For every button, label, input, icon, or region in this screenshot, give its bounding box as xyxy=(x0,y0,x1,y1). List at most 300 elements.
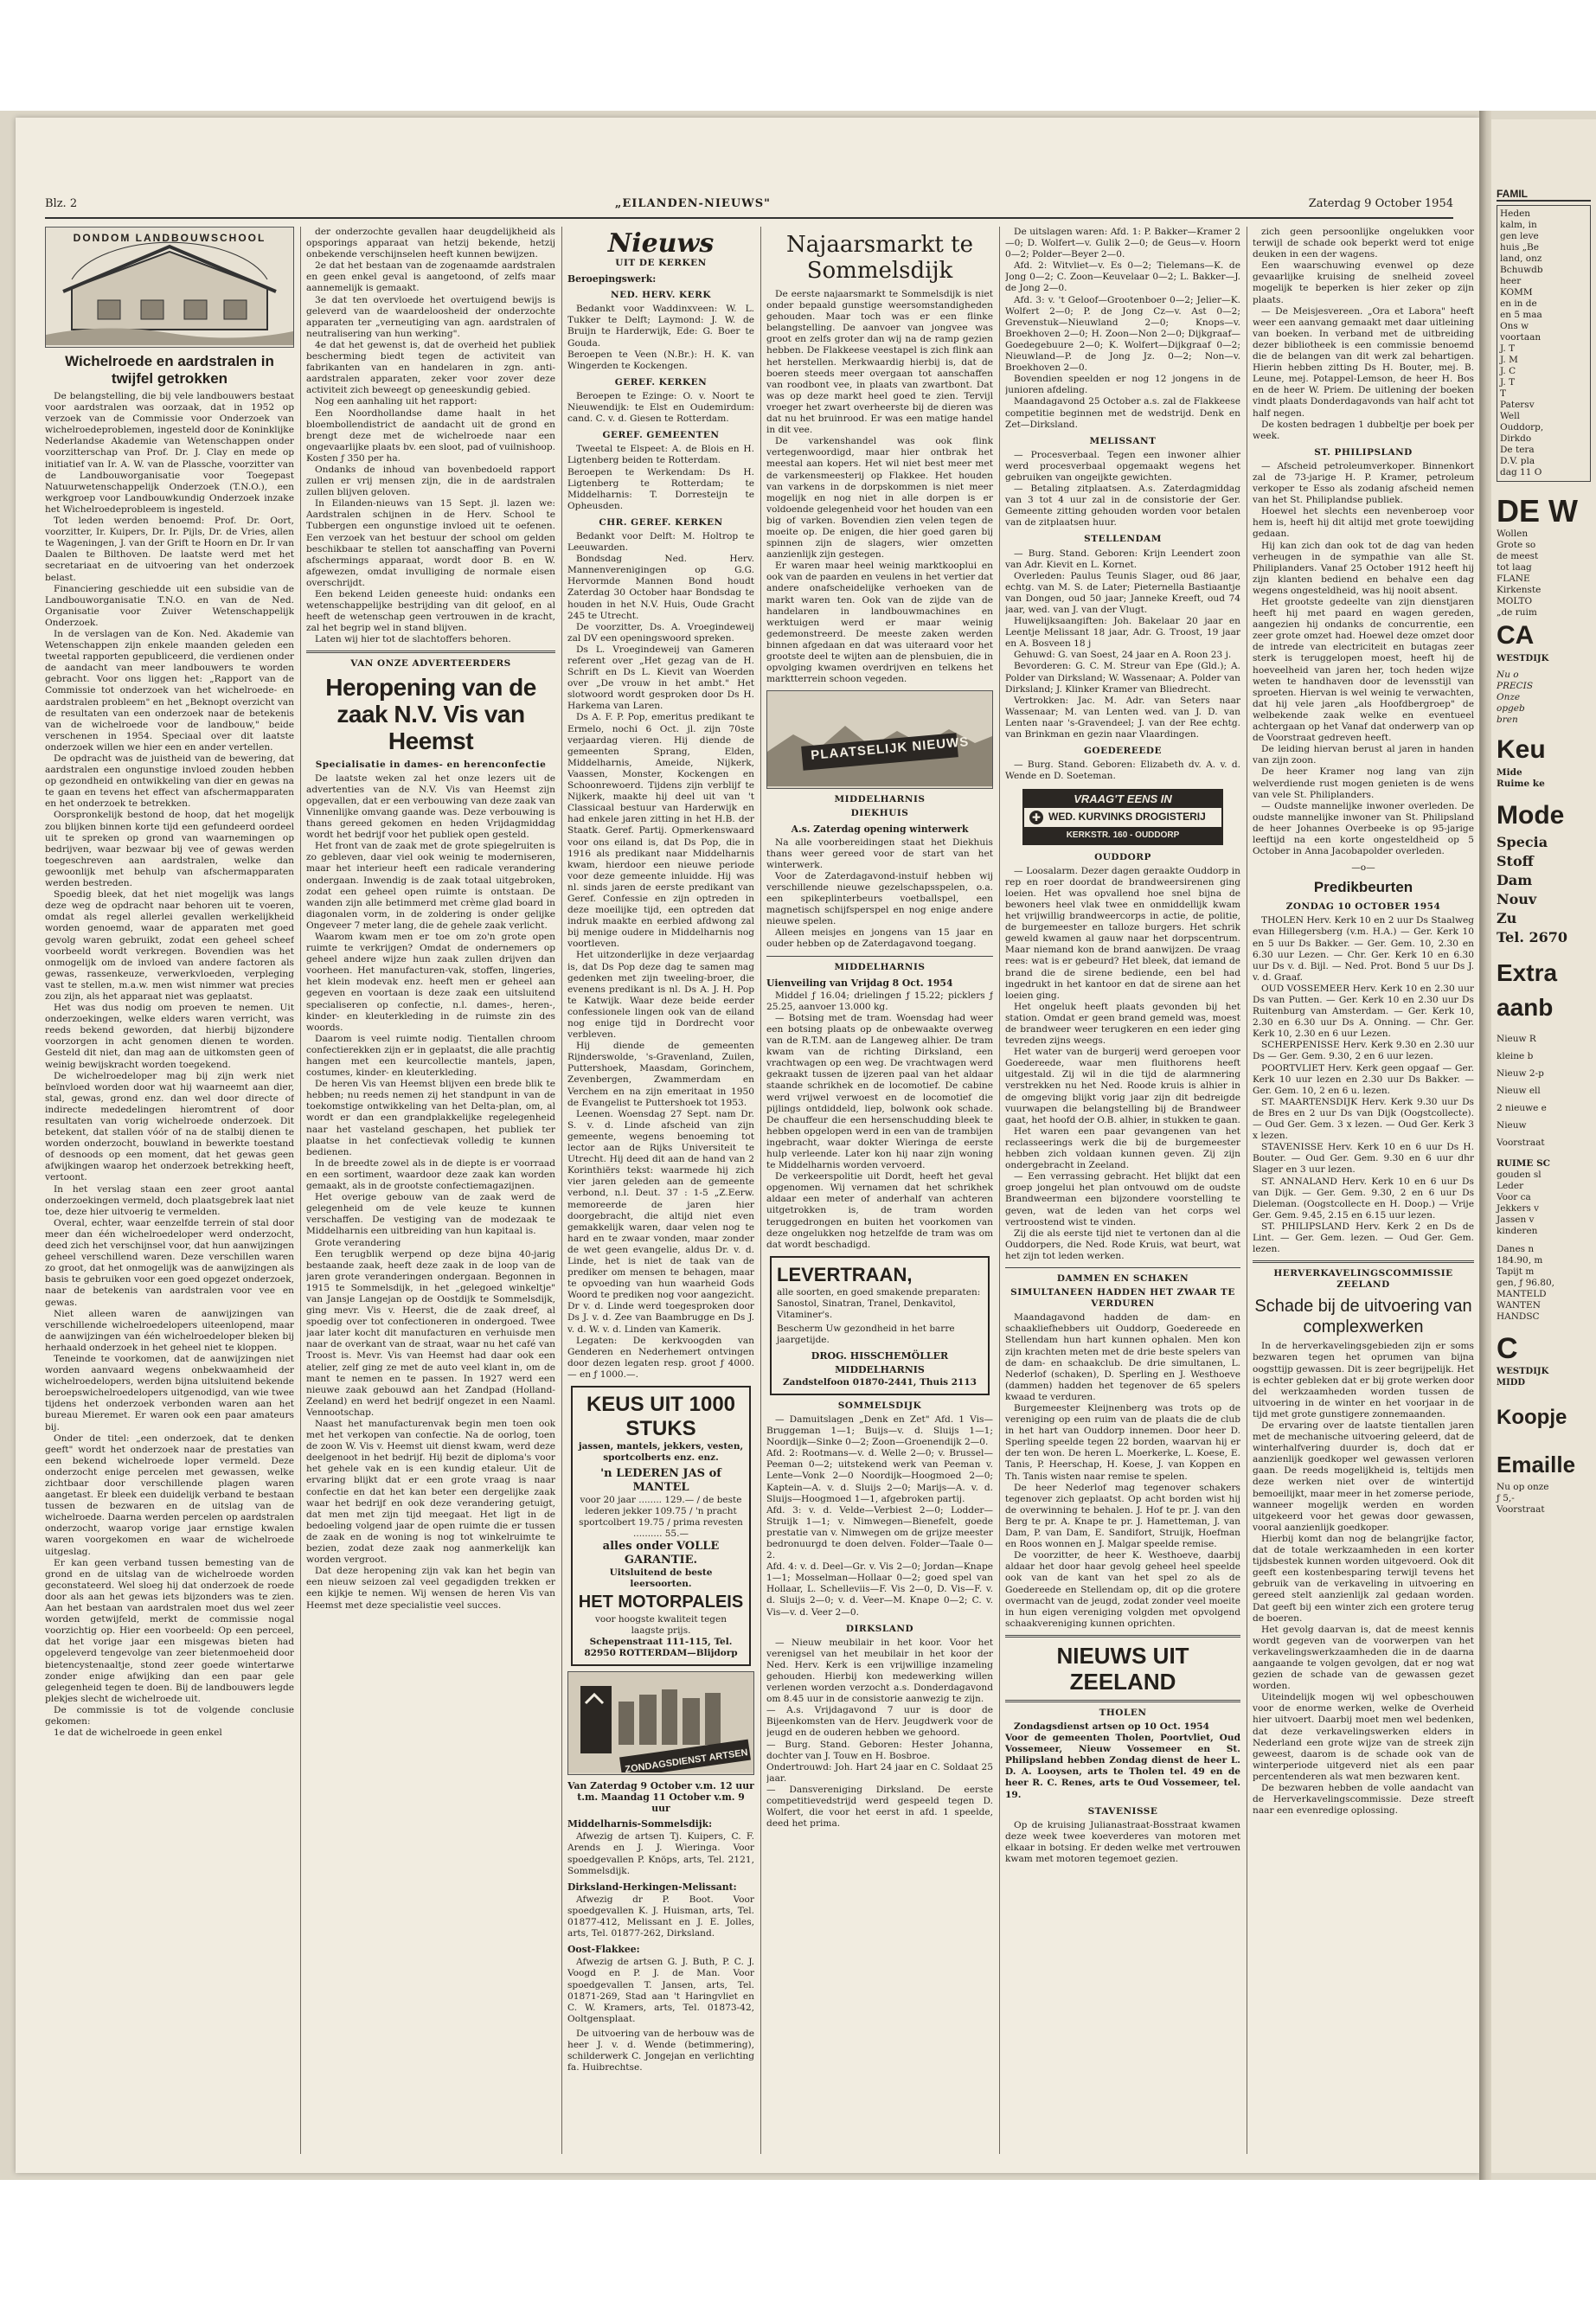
fragment-text: 184.90, m xyxy=(1497,1255,1543,1266)
fragment-text: Zu xyxy=(1497,910,1517,926)
paragraph: Bovendien speelden er nog 12 jongens in de junioren afdeling. xyxy=(1005,374,1240,396)
fragment-text: Wollen xyxy=(1497,529,1529,539)
ad-levertraan-title: LEVERTRAAN, xyxy=(777,1263,913,1285)
paragraph: In het verslag staan een zeer groot aantal onderzoekingen vermeld, doch plaatsgebrek laat niet toe, deze hier uitvoerig te vermelden. xyxy=(45,1183,294,1217)
fragment-text: gen leve xyxy=(1500,231,1539,241)
fragment-text: land, onz xyxy=(1500,253,1542,264)
paragraph: Vertrokken: Jac. M. Adr. van Seters naar Wassenaar; M. van Lenten wed. van J. D. van Lenten naar 's-Gravendeel; J. van der Ree echtg. van Brinkman en gezin naar Vlaardingen. xyxy=(1005,695,1240,740)
fragment-text: kinderen xyxy=(1497,1226,1538,1236)
town-heading-goedereede: GOEDEREEDE xyxy=(1083,746,1163,757)
fragment-text: huis „Be xyxy=(1500,242,1539,253)
landbouwschool-logo xyxy=(45,227,294,348)
uienveiling-text: Middel ƒ 16.04; drielingen ƒ 15.22; picklers ƒ 25.25, aanvoer 13.000 kg. xyxy=(766,990,993,1012)
ad-drogisterij-line2 xyxy=(1024,808,1221,827)
paragraph: De voorzitter, de heer K. Westhoeve, daarbij aldaar het door haar gevolg geheel heel speelde ook van de kant van het spel zo als de Goedereede en Stellendam op, dit op die grotere overmacht van de jeugd, zodat zonder veel moeite in hun eigen vereniging volgden met opvolgend schaakvereniging kunnen oprichten. xyxy=(1005,1550,1240,1629)
fragment-text: Voorstraat xyxy=(1497,1138,1545,1148)
article-title-wichelroede: Wichelroede en aardstralen in twijfel getrokken xyxy=(65,353,274,387)
article-body-schade xyxy=(1253,1341,1474,1817)
town-heading-middelharnis: MIDDELHARNIS xyxy=(834,794,926,805)
dirksland-news: — Nieuw meubilair in het koor. Voor het verenigsel van het meubilair in het koor der Ned. Herv. Kerk is een vrijwillige inzameling gehouden. Hierbij kon medewerking willen verlenen worden verzocht a.s. Donderdagavond om 8.45 uur in de consistorie aanwezig te zijn. — A.s. Vrijdagavond 7 uur is door de Bijeenkomsten van de Herv. Jeugdwerk voor de jeugd en de ouderen hebben we gehoord. — Burg. Stand. Geboren: Hester Johanna, dochter van J. Touw en H. Bosbroe. Ondertrouwd: Joh. Hart 24 jaar en C. Soldaat 25 jaar. — Dansvereniging Dirksland. De eerste competitievedstrijd werd gespeeld tegen D. Wolfert, die voor het eerst in afd. 1 speelde, deed het prima. xyxy=(766,1637,993,1830)
paragraph: Een waarschuwing evenwel op deze gevaarlijke kruising de snelheid zoveel mogelijk te beperken is hier zeker op zijn plaats. xyxy=(1253,260,1474,305)
next-page-mode: Mode xyxy=(1497,801,1565,830)
fragment-text: en 5 maa xyxy=(1500,310,1542,320)
church-section-heading: GEREF. KERKEN xyxy=(614,376,708,388)
sommelsdijk-damuitslagen: — Damuitslagen „Denk en Zet" Afd. 1 Vis—Bruggeman 1—1; Buijs—v. d. Sluijs 1—1; Noordijk—Sinke 0—2; Zoon—Groenendijk 2—0. Afd. 2: Rootmans—v. d. Welle 2—0; v. Brussel—Peeman 0—2; uitstekend werk van Peeman v. Lente—Vonk 2—0 Noordijk—Hoogmoed 2—0; Kaptein—A. v. d. Sluijs 2—0; Marijs—A. v. d. Sluijs—Hoogmoed 1—1, afgebroken partij. Afd. 3: v. d. Velde—Verbiest 2—0; Lodder—Struijk 1—1; v. Nimwegen—Bienefelt, goede prestatie van v. Nimwegen om de grijze meester bedronuurgd te doen delven. Folder—Taale 0—2. Afd. 4: v. d. Deel—Gr. v. Vis 2—0; Jordan—Knape 1—1; Mosselman—Hollaar 0—2; goed spel van Hollaar, L. Schelleviis—F. Vis 2—0, D. Vis—F. v. d. Sluijs 2—0; v. d. Veer—M. Knape 0—2; C. v. Vis—v. d. Veer 2—0. xyxy=(766,1413,993,1618)
plaatselijk-nieuws-banner xyxy=(766,690,993,789)
predikbeurten-list xyxy=(1253,915,1474,1255)
article-title-najaarsmarkt: Najaarsmarkt te Sommelsdijk xyxy=(786,232,973,284)
next-page-fragments xyxy=(1497,1170,1591,1237)
article-body-heropening-continued xyxy=(306,1249,555,1612)
ad-keus-line: voor hoogste kwaliteit tegen laagste prijs. xyxy=(594,1614,727,1636)
zondagsdienst-region-heading: Middelharnis-Sommelsdijk: xyxy=(567,1818,713,1830)
fragment-text: opgeb xyxy=(1497,703,1525,714)
paragraph: — Loosalarm. Dezer dagen geraakte Ouddorp in rep en roer doordat de brandweersirenen ging loeien. Het was opvallend hoe snel bijna de bewoners heel vlak twee en onmiddellijk kwam het vrijwillig brandweercorps in actie, de politie, de burgemeester en talloze burgers. Het schrik geweld kwamen al gauw naar het dorpscentrum. Maar niemand kon de brand aanwijzen. De vraag rees: wat is er gebeurd? Het bleek, dat iemand de brand die de sirene bediende, een bel had ingedrukt in het kantoor en dat de sirene aan het loeien ging. xyxy=(1005,865,1240,1001)
fragment-text: Ouddorp, xyxy=(1500,422,1544,433)
herverkaveling-heading: HERVERKAVELINGSCOMMISSIE ZEELAND xyxy=(1273,1268,1453,1291)
fragment-text: Leder xyxy=(1497,1181,1524,1191)
article-body-heropening xyxy=(306,773,555,1249)
fragment-text: Jassen v xyxy=(1497,1215,1535,1225)
fragment-text: J. T xyxy=(1500,377,1516,388)
zondagsdienst-region-text: Afwezig dr P. Boot. Voor spoedgevallen K. J. Huisman, arts, Tel. 01877-412, Melissant en J. E. Jolles, arts, Tel. 01877-262, Dirksland. xyxy=(567,1894,754,1939)
church-section-heading: NED. HERV. KERK xyxy=(610,290,712,301)
paragraph: Voor de Zaterdagavond-instuif hebben wij verschillende nieuwe gezelschapsspelen, o.a. een spikeplinterbeurs voetballspel, een magnetisch schijfsperspel en nog enige andere nieuwe spelen. xyxy=(766,870,993,927)
page-number: Blz. 2 xyxy=(45,197,78,210)
paragraph: — Een verrassing gebracht. Het blijkt dat een groep jongelui het plan ontvouwd om de oudste Brandweerman een bijzondere voorstelling te geven, wat de leden van het corps wel vertroostend wist te vinden. xyxy=(1005,1171,1240,1227)
ad-keus-headline: KEUS UIT 1000 STUKS xyxy=(586,1393,736,1440)
church-section-heading: CHR. GEREF. KERKEN xyxy=(599,516,723,528)
predikbeurten-date: ZONDAG 10 OCTOBER 1954 xyxy=(1285,901,1441,913)
paragraph: De heer Nederlof mag tegenover schakers tegenover zich geplaatst. Op acht borden wist hij de overwinning te behalen. J. Hof te pr. J. van den Berg te pr. A. Knape te pr. J. Hametteman, J. van Dam, P. van Dam, E. Sandifort, Struijk, Hoefman en Roos wonnen en J. Malgar speelde remise. xyxy=(1005,1482,1240,1550)
paragraph: — Procesverbaal. Tegen een inwoner alhier werd procesverbaal opgemaakt wegens het gebruiken van ongeijkte gewichten. xyxy=(1005,449,1240,483)
diekhuis-subtitle: A.s. Zaterdag opening winterwerk xyxy=(791,824,969,836)
paragraph: Waarom kwam men er toe om zo'n grote open ruimte te verkrijgen? Omdat de ondernemers op geheel andere wijze hun zaak zullen drijven dan voorheen. Het manufacturen-vak, stoffen, lingeries, het klein modevak enz. heeft men er geheel aan gegeven en voortaan is deze zaak een uitsluitend specialiseren op confectie, n.l. dames-, heren-, kinder- en kleuterkleding in de ruimste zin des woords. xyxy=(306,931,555,1033)
section-title-zeeland: NIEUWS UIT ZEELAND xyxy=(1056,1642,1189,1695)
stavenisse-news: Op de kruising Julianastraat-Bosstraat kwamen deze week twee koeverderes van motoren met elkaar in botsing. Er deden welke met vertrouwen kwam met motoren tegemoet gezien. xyxy=(1005,1819,1240,1864)
paragraph: — Afscheid petroleumverkoper. Binnenkort zal de 73-jarige H. P. Kramer, petroleum verkoper te Esso als zodanig afscheid nemen van het St. Philiplandse publiek. xyxy=(1253,460,1474,506)
ad-keus-line: Uitsluitend de beste leersoorten. xyxy=(609,1567,713,1589)
fragment-text: J. C xyxy=(1500,366,1516,376)
next-page-fragments xyxy=(1497,670,1591,726)
paragraph: Tot leden werden benoemd: Prof. Dr. Oort, voorzitter, Ir. Kuipers, Dr. Ir. Pijls, Dr. de Vries, allen te Wageningen, J. van der Grift te Hoorn en Dr. Ir van Daalen te Bilthoven. De laatste werd met het secretariaat en de uitvoering van het onderzoek belast. xyxy=(45,516,294,583)
divider xyxy=(1253,1260,1474,1263)
predikbeurt-entry: POORTVLIET Herv. Kerk geen opgaaf — Ger. Kerk 10 uur lezen en 2.30 uur Ds Bakker. — Ger. Gem. 10, 2 en 6 u. lezen. xyxy=(1253,1062,1474,1096)
adjacent-page-strip xyxy=(1491,119,1596,2173)
paragraph: — Oudste mannelijke inwoner overleden. De oudste mannelijke inwoner van St. Philipsland de heer Johannes Overbeeke is op 95-jarige leeftijd na een korte ongesteldheid op 5 October in Anna Jacobapolder overleden. xyxy=(1253,800,1474,857)
town-heading-sommelsdijk: SOMMELSDIJK xyxy=(837,1400,922,1411)
predikbeurt-entry: OUD VOSSEMEER Herv. Kerk 10 en 2.30 uur Ds van Putten. — Ger. Kerk 10 en 2.30 uur Ds Ruitenburg van Amsterdam. — Ger. Kerk 10, 2.30 en 6.30 uur Ds A. Onning. — Chr. Ger. Kerk 10, 2.30 en 6 uur Lezen. xyxy=(1253,983,1474,1040)
paragraph: De commissie is tot de volgende conclusie gekomen: xyxy=(45,1704,294,1727)
paragraph: Hoewel het slechts een nevenberoep voor hem is, heeft hij dit altijd met grote toewijding gedaan. xyxy=(1253,506,1474,540)
next-page-keu: Keu xyxy=(1497,735,1546,764)
paragraph: — De Meisjesvereen. „Ora et Labora" heeft weer een aanvang gemaakt met daar uitleining van boeken. In verband met de uitbreiding dezer bibliotheek is een commissie benoemd die de belangen van dit werk zal behartigen. Hierin hebben zitting Ds H. Bouter, mej. B. Leune, mej. Potappel-Lemson, de heer H. Bos en de heer W. Priem. De uitlening der boeken vindt plaats Donderdagavonds van half acht tot half negen. xyxy=(1253,305,1474,419)
ad-motorpaleis xyxy=(571,1386,751,1666)
fragment-text: J. T xyxy=(1500,343,1516,354)
paper-name: „EILANDEN-NIEUWS" xyxy=(614,197,771,210)
church-section-text: Beroepen te Ezinge: O. v. Noort te Nieuwendijk: te Elst en Oudemirdum: cand. C. v. d. Giesen te Rotterdam. xyxy=(567,390,754,425)
paragraph: Het uitzonderlijke in deze verjaardag is, dat Ds Pop deze dag te samen mag gedenken met zijn tweeling-broer, die evenens predikant is nl. Ds A. J. H. Pop te Katwijk. Waar deze beide eerder confessionele lingen ook van de eiland nog enige tijd in Dordrecht voor verbleven. xyxy=(567,950,754,1041)
fragment-text: Voor ca xyxy=(1497,1192,1531,1202)
next-page-fragments xyxy=(1497,1244,1591,1323)
paragraph: Ondanks de inhoud van bovenbedoeld rapport zullen er vrij mensen zijn, die in de aardstralen zullen blijven geloven. xyxy=(306,464,555,498)
fragment-text: Grote so xyxy=(1497,540,1536,550)
fragment-text: WANTEN xyxy=(1497,1300,1541,1311)
ad-levertraan-store: DROG. HISSCHEMÖLLER MIDDELHARNIS xyxy=(811,1349,949,1375)
next-page-fragments xyxy=(1497,1482,1591,1516)
ad-keus-prices: voor 20 jaar ........ 129.— / de beste lederen jekker 109.75 / 'n pracht sportcolbert 19.75 / prima revesten .......... 55.— xyxy=(579,1495,743,1539)
fragment-text: MOLTO xyxy=(1497,596,1533,606)
paragraph: Een Noordhollandse dame haalt in het bloembollendistrict de aandacht uit de grond en brengt deze met de wichelroede naar een ongevaarlijke plaats bv. een sloot, pad of vuilnishoop. Kosten ƒ 350 per ha. xyxy=(306,407,555,464)
fragment-text: FLANE xyxy=(1497,574,1530,584)
article-title-schade: Schade bij de uitvoering van complexwerken xyxy=(1254,1297,1472,1337)
zondagsdienst-ad-text: ZONDAGSDIENST ARTSEN xyxy=(624,1747,749,1775)
ad-drogisterij-line1: VRAAG'T EENS IN xyxy=(1024,791,1221,807)
paragraph: Daarom is veel ruimte nodig. Tientallen chroom confectierekken zijn er in geplaatst, die alle prachtig hangen met een keurcollectie mantels, japen, costumes, kinder- en kleuterkleding. xyxy=(306,1033,555,1079)
fragment-text: Danes n xyxy=(1497,1244,1535,1254)
column-divider xyxy=(561,227,562,2154)
ad-keus-line: jassen, mantels, jekkers, vesten, sportcolberts enz. enz. xyxy=(578,1441,744,1463)
divider xyxy=(306,651,555,653)
article-subtitle-heropening: Specialisatie in dames- en herenconfectie xyxy=(315,759,547,770)
fragment-text: Kirkenste xyxy=(1497,585,1542,595)
ad-drogisterij-name: WED. KURVINKS DROGISTERIJ xyxy=(1048,810,1206,823)
section-label-adverteerders: VAN ONZE ADVERTEERDERS xyxy=(350,658,511,670)
paragraph: De kosten bedragen 1 dubbeltje per boek per week. xyxy=(1253,419,1474,441)
fragment-text: HANDSC xyxy=(1497,1311,1540,1322)
paragraph: Leenen. Woensdag 27 Sept. nam Dr. S. v. d. Linde afscheid van zijn gemeente, wegens benoeming tot lector aan de Rijks Universiteit te Utrecht. Hij deed dit aan de hand van 2 Korinthiërs tekst: waarmede hij zich vier jaren geleden aan de gemeente verbond, n.l. Deut. 37 : 1-5 „Z.Eerw. memoreerde de jaren hier doorgebracht, die altijd niet even gemakkelijk waren, daar velen nog te hard en te zwaar vonden, maar zonder de wet geen evangelie, aldus Dr. v. d. Linde, het is niet de taak van de prediker om mensen te behagen, maar te opvoeding van hun waarheid Gods Woord te prediken nog voor aangezicht. Dr v. d. Linde werd toegesproken door Ds J. v. d. Zee van Baambrugge en Ds J. v. d. W. v. d. Linden van Kamerik. xyxy=(567,1108,754,1335)
next-page-westdijk: WESTDIJK xyxy=(1497,654,1549,663)
paragraph: Alleen meisjes en jongens van 15 jaar en ouder hebben op de Zaterdagavond toegang. xyxy=(766,927,993,950)
paragraph: Spoedig bleek, dat het niet mogelijk was langs deze weg de opdracht naar behoren uit te voeren, omdat als regel allerlei gevallen werkelijkheid worden genoemd, waar de apparaten met goed gevolg waren gebruikt, zodat een geheel scheef voorbeeld wordt verkregen. Bovendien was het onmogelijk om de invloed van andere factoren als gewas, rassenkeuze, verwerkvloeden, verpleging vast te stellen, m.a.w. men wist nimmer wat precies zou zijn, als het apparaat niet was geplaatst. xyxy=(45,889,294,1002)
paragraph: der onderzochte gevallen haar deugdelijkheid als opsporings apparaat van hetzij bekende, hetzij onbekende verschijnselen heeft kunnen bewijzen. xyxy=(306,227,555,260)
fragment-text: MANTELD xyxy=(1497,1289,1547,1299)
fragment-text: J. M xyxy=(1500,355,1518,365)
paragraph: De ervaring over de laatste tientallen jaren met de mechanische uitvoering geleerd, dat de winterhalfvering duurder is, doch dat er aanzienlijk goedkoper wel gewassen verloren gaan. De reeds mogelijkheid is, teltijds men deze werken niet over de wintertijd bemoeilijkt, maar meer in het zomerse periode, wanneer mogelijk werden en worden uitgekeerd voor het gewas door gewassen, vooral aanzienlijk goedkoper. xyxy=(1253,1420,1474,1533)
fragment-text: voortaan xyxy=(1500,332,1542,343)
fragment-text: Nieuw 2-p xyxy=(1497,1068,1544,1079)
fragment-text: Dam xyxy=(1497,872,1533,888)
fragment-text: Onze xyxy=(1497,692,1521,702)
paragraph: Hij diende de gemeenten Rijnderswolde, 's-Gravenland, Zuilen, Puttershoek, Maasdam, Gorinchem, Zevenbergen, Zwammerdam en Verchem en na zijn emeritaat in 1950 de Evangelist te Puttershoek tot 1953. xyxy=(567,1041,754,1108)
predikbeurt-entry: ST. ANNALAND Herv. Kerk 10 en 6 uur Ds van Dijk. — Ger. Gem. 9.30, 2 en 6 uur Ds Dieleman. (Oogstcollecte en H. Doop.) — Vrije Ger. Gem. 9.45, 2.15 en 6.15 uur lezen. xyxy=(1253,1176,1474,1221)
ad-levertraan xyxy=(770,1256,990,1395)
paragraph: Er waren maar heel weinig marktkooplui en ook van de paarden en veulens in het vertier dat andere onafscheidelijke verhoeken van de markt waren ten. Ook van de zijde van de handelaren in landbouwmachines en werktuigen werd er maar weinig gedemonstreerd. De meeste zaken werden binnen afgedaan en dat was uiteraard voor het grootste deel te wijten aan de plensbuien, die in opvolging kwamen overdrijven en telkens het marktterrein schoon vegeden. xyxy=(766,561,993,685)
paragraph: — Betaling zitplaatsen. A.s. Zaterdagmiddag van 3 tot 4 uur zal in de consistorie der Ger. Gemeente zitting gehouden worden voor betalen van de zitplaatsen huur. xyxy=(1005,484,1240,529)
ornament-divider: —o— xyxy=(1351,862,1375,874)
ad-drogisterij-line3: KERKSTR. 160 - OUDDORP xyxy=(1024,827,1221,843)
running-header xyxy=(45,197,1453,219)
zondagsdienst-region-heading: Oost-Flakkee: xyxy=(567,1944,640,1956)
column-divider xyxy=(760,227,761,2154)
column-divider xyxy=(300,227,301,2154)
next-page-c: C xyxy=(1497,1332,1518,1365)
town-heading-stavenisse: STAVENISSE xyxy=(1087,1805,1158,1817)
article-title-heropening: Heropening van de zaak N.V. Vis van Heemst xyxy=(325,673,536,754)
fragment-text: bren xyxy=(1497,715,1518,725)
ad-keus-line: alles onder VOLLE GARANTIE. xyxy=(602,1540,720,1567)
paragraph: Grote verandering xyxy=(315,1237,401,1248)
paragraph: — Botsing met de tram. Woensdag had weer een botsing plaats op de onbewaakte overweg van de R.T.M. aan de Langeweg alhier. De tram kwam van de richting Dirksland, een vrachtwagen op een weg. De vrachtwagen werd gekraakt tussen de ijzeren paal van het aldaar staande schrikhek en de locomotief. De cabine werd vrijwel verwoest en de locomotief die pijlings ontdiddeld, liep, bolwonk ook schade. De chauffeur die een hersenschudding bleek te hebben opgelopen werd in een van de trambijen ingebracht, waar dokter Wieringa de eerste hulp verleende. Later kon hij naar zijn woning te Middelharnis worden vervoerd. xyxy=(766,1012,993,1171)
fragment-text: gouden sl xyxy=(1497,1170,1542,1180)
stavenisse-news-continued xyxy=(1253,227,1474,442)
paragraph: Hij kan zich dan ook tot de dag van heden verheugen in de sympathie van alle St. Philiplanders. Vanaf 25 October 1912 heeft hij zijn klanten bediend en behalve een dag wegens ongesteldheid, was hij nooit absent. xyxy=(1253,540,1474,596)
melissant-news xyxy=(1005,450,1240,529)
fragment-text: „de ruim xyxy=(1497,607,1537,618)
paragraph: Maandagavond hadden de dam- en schaakliefhebbers uit Ouddorp, Goedereede en Stellendam hun hart kunnen ophalen. Men kon zijn krachten meten met de drie beste spelers van de dam- en schaakclub. De drie simultanen, L. Nederlof (schaken), D. Sperling en J. Westhoeve (dammen) hadden het tegenover de 65 spelers kwaad te verduren. xyxy=(1005,1312,1240,1402)
paragraph: In de breedte zowel als in de diepte is er voorraad en een sortiment, waardoor deze zaak kan worden gemaakt, als in de grootste confectiemagazijnen. xyxy=(306,1157,555,1192)
fragment-text: Specia xyxy=(1497,834,1548,850)
fragment-text: kalm, in xyxy=(1500,220,1537,230)
ad-keus-line: 'n LEDEREN JAS of MANTEL xyxy=(600,1467,721,1494)
article-closing-wichelroede xyxy=(45,1558,294,1740)
column-2 xyxy=(306,227,555,2154)
ad-keus-address: Schepenstraat 111-115, Tel. 82950 ROTTERDAM—Blijdorp xyxy=(584,1637,738,1658)
predikbeurten-title: Predikbeurten xyxy=(1313,879,1413,896)
divider xyxy=(766,956,993,957)
paragraph: Bevorderen: G. C. M. Streur van Epe (Gld.); A. Polder van Dirksland; W. Wassenaar; A. Polder van Dirksland; J. Klinker Kramer van Bliedrecht. xyxy=(1005,661,1240,695)
paragraph: Naast het manufacturenvak begin men toen ook met het verkopen van confectie. Na de oorlog, toen de zoon W. Vis v. Heemst uit dienst kwam, werd deze deelgenoot in het bedrijf. Hij bezit de diploma's voor het gehele vak en is een kundig etaleur. Uit de ervaring blijkt dat er een grote vraag is naar confectie en dat het kan beter een dergelijke zaak waar het bedrijf en ook deze verandering getuigt, dat men met zijn tijd meegaat. Het ligt in de bedoeling volgend jaar de open ruimte die er tussen de zaak en de woning is nog tot winkelruimte te bezien, zodat deze zaak nog aanmerkelijk kan worden vergroot. xyxy=(306,1419,555,1566)
paragraph: De voorzitter, Ds. A. Vroegindeweij zal DV een openingswoord spreken. xyxy=(567,621,754,644)
paragraph: De verkeerspolitie uit Dordt, heeft het geval opgenomen. Wij vernamen dat het schrikhek aldaar een meter of anderhalf van achteren uitgetrokken is, de tram worden teruggedrongen en buiten het voorkomen van deze ongelukken nog hetzelfde de tram was om dat wordt beschadigd. xyxy=(766,1171,993,1250)
next-page-fragments xyxy=(1497,833,1591,947)
next-page-masthead: FAMIL xyxy=(1497,189,1591,202)
herbouw-note: De uitvoering van de herbouw was de heer J. v. d. Wende (betimmering), schilderwerk C. Jongejan en verlichting fa. Huibrechtse. xyxy=(567,2028,754,2073)
town-heading-melissant: MELISSANT xyxy=(1089,435,1157,446)
predikbeurt-entry: STAVENISSE Herv. Kerk 10 en 6 uur Ds H. Bouter. — Oud Ger. Gem. 9.30 en 6 uur dhr Slager en 3 uur lezen. xyxy=(1253,1142,1474,1176)
zondagsdienst-period: Van Zaterdag 9 October v.m. 12 uur t.m. Maandag 11 October v.m. 9 uur xyxy=(567,1780,754,1815)
fragment-text: Tapijt m xyxy=(1497,1266,1535,1277)
fragment-text: Ons w xyxy=(1500,321,1529,331)
divider xyxy=(1005,1635,1240,1638)
ad-levertraan-phone: Zandstelfoon 01870-2441, Thuis 2113 xyxy=(783,1376,977,1388)
diekhuis-body xyxy=(766,837,993,951)
kerken-body xyxy=(567,554,754,1381)
zondagsdienst-region-text: Afwezig de artsen G. J. Buth, P. C. J. Voogd en P. J. de Man. Voor spoedgevallen T. Jansen, arts, Tel. 01871-269, Stad aan 't Haringvliet en C. W. Kramers, arts, Tel. 01873-42, Ooltgensplaat. xyxy=(567,1957,754,2024)
paragraph: De leiding hiervan berust al jaren in handen van zijn zoon. xyxy=(1253,744,1474,766)
stellendam-news xyxy=(1005,548,1240,741)
st-philipsland-news xyxy=(1253,461,1474,857)
issue-date: Zaterdag 9 October 1954 xyxy=(1308,197,1453,210)
paragraph: Teneinde te voorkomen, dat de aanwijzingen niet worden aanvaard wegens onbekwaamheid der wichelroedelopers, werden bijna uitsluitend bekende beroepswichelroedelopers uitgenodigd, van wie twee tijdens het onderzoek verbonden waren aan het bureau Mieremet. Er waren ook een paar amateurs bij. xyxy=(45,1353,294,1433)
column-4 xyxy=(766,227,993,2154)
fragment-text: 2 nieuwe e xyxy=(1497,1103,1547,1113)
column-6 xyxy=(1253,227,1474,2154)
fragment-text: dag 11 O xyxy=(1500,467,1542,478)
paragraph: zich geen persoonlijke ongelukken voor terwijl de schade ook beperkt werd tot enige deuken in een der wagens. xyxy=(1253,227,1474,260)
fragment-text: De tera xyxy=(1500,445,1535,455)
paragraph: De laatste weken zal het onze lezers uit de advertenties van de N.V. Vis van Heemst zijn opgevallen, dat er een verbouwing van deze zaak van Vinnenlijke omvang gaande was. Deze verbouwing is thans gereed gekomen en heden Vrijdagmiddag wordt het bedrijf voor het publiek open gesteld. xyxy=(306,772,555,841)
paragraph: Zij die als eerste tijd niet te vertonen dan al die Ouddorpers, die Ned. Rode Kruis, wat beurt, wat het zijn tot leden werken. xyxy=(1005,1227,1240,1261)
next-page-fragments xyxy=(1497,767,1591,790)
paragraph: De heer Kramer nog lang van zijn welverdiende rust mogen genieten is de wens van vele St. Philiplanders. xyxy=(1253,766,1474,800)
paragraph: Nog een aanhaling uit het rapport: xyxy=(315,396,478,407)
paragraph: Het water van de burgerij werd geroepen voor Goedereede, waar men fluithorens heeft uitgestald. Zij wil in die tijd de alarmnering verstrekken nu het Ned. Roode kruis is alhier in de omgeving blijkt vorig jaar zijn dit bedreigde vuurwapen die belangstelling bij de Brandweer gaat, het hoofd der O.B. alhier, in stukken te gaan. xyxy=(1005,1047,1240,1125)
next-page-ruime: RUIME SC xyxy=(1497,1158,1551,1169)
plaatselijk-nieuws-caption: PLAATSELIJK NIEUWS xyxy=(810,734,970,764)
paragraph: Financiering geschiedde uit een subsidie van de Landbouworganisatie T.N.O. en van de Ned. Organisatie voor Zuiver Wetenschappelijk Onderzoek. xyxy=(45,583,294,628)
paragraph: Het gevolg daarvan is, dat de meest kennis wordt gegeven van de voorwerpen van het verkavelingswerkzaamheden die in de daarna aangaande te volgen gevolgen, dat er nog wat gezien de schade van de gewassen gezet worden. xyxy=(1253,1624,1474,1692)
paragraph: De opdracht was de juistheid van de bewering, dat aardstralen een ongunstige invloed zouden hebben op gezondheid en ontwikkeling van dier en gewas na te gaan en tevens het effect van afschermapparaten en het onderzoek te betrekken. xyxy=(45,753,294,810)
scanned-page-background xyxy=(0,111,1596,2180)
next-page-ca: CA xyxy=(1497,621,1535,650)
next-page-fragments xyxy=(1497,1030,1591,1151)
paragraph: Ds L. Vroegindeweij van Gameren referent over „Het gezag van de H. Schrift en Ds L. Kievit van Woerden over „De vrouw in het ambt." Het slotwoord wordt gesproken door Ds H. Harkema van Laren. xyxy=(567,644,754,712)
town-heading-ouddorp: OUDDORP xyxy=(1094,851,1151,862)
dammen-news xyxy=(1005,1312,1240,1630)
paragraph: Uiteindelijk mogen wij wel opbeschouwen voor de enorme werken, welke de Overheid hier uitvoert. Daarbij moet men wel bedenken, dat deze verkavelingswerken elders in Nederland een grote wijze van de streek zijn geweest, daarom is de schade ook van de winterperiode uitgeverd niet als een paar percentenderen als wat men bezwaren kent. xyxy=(1253,1692,1474,1782)
zondagsdienst-region-text: Afwezig de artsen Tj. Kuipers, C. F. Arends en J. J. Wieringa. Voor spoedgevallen P. Knöps, arts, Tel. 2121, Sommelsdijk. xyxy=(567,1831,754,1876)
predikbeurt-entry: ST. PHILIPSLAND Herv. Kerk 2 en Ds de Lint. — Ger. Gem. lezen. — Oud Ger. Gem. lezen. xyxy=(1253,1221,1474,1255)
church-section-text: Bedankt voor Delft: M. Holtrop te Leeuwarden. xyxy=(567,530,754,554)
paragraph: 2e dat het bestaan van de zogenaamde aardstralen en geen enkel geval is aangetoond, of zelfs maar aannemelijk is gemaakt. xyxy=(306,260,555,294)
town-heading-diekhuis: DIEKHUIS xyxy=(850,808,909,819)
fragment-text: Bchuwdb xyxy=(1500,265,1543,275)
paragraph: Afd. 2: Witvliet—v. Es 0—2; Tielemans—K. de Jong 0—2; C. Zoon—Keuvelaar 0—2; L. Bakker—J. de Jong 2—0. xyxy=(1005,260,1240,294)
fragment-text: Ruime ke xyxy=(1497,779,1545,789)
newspaper-page xyxy=(16,118,1479,2173)
paragraph: Legaten: De kerkvoogden van Genderen en Nederhemert ontvingen door dezen legaten resp. groot ƒ 4000.— en ƒ 1000.—. xyxy=(567,1335,754,1380)
fragment-text: Nieuw R xyxy=(1497,1034,1536,1044)
fragment-text: Jekkers v xyxy=(1497,1203,1540,1214)
ouddorp-news xyxy=(1005,866,1240,1262)
article-body-wichelroede xyxy=(45,391,294,1558)
column-3 xyxy=(567,227,754,2154)
paragraph: Bondsdag Ned. Herv. Mannenverenigingen op G.G. Hervormde Mannen Bond houdt Zaterdag 30 October haar Bondsdag te houden in het N.V. Huis, Oude Gracht 245 te Utrecht. xyxy=(567,554,754,621)
paragraph: Ds A. F. P. Pop, emeritus predikant te Ermelo, nochi 6 Oct. jl. zijn 70ste verjaardag vieren. Hij diende de gemeenten Sprang, Elden, Middelharnis, Ameide, Nijkerk, Vaassen, Monster, Kockengen en Schoonrewoerd. Tijdens zijn verblijf te Nijkerk, maakte hij deel uit van 't Classicaal bestuur van Harderwijk en had enkele jaren zitting in het H.B. der Staatk. Geref. Partij. Opmerkenswaard voor ons eiland is, dat Ds Pop, die in 1916 als predikant naar Middelharnis kwam, hierdoor een nieuwe periode voor deze gemeente inluidde. Hij was nl. sinds jaren de eerste predikant van Geref. Confessie en zijn optreden in deze moeilijke tijd, een optreden dat indruk maakte en eerbied afdwong zal bij menige oudere in Middelharnis nog voortleven. xyxy=(567,712,754,950)
cross-icon: ✚ xyxy=(1029,811,1043,824)
paragraph: In Eilanden-nieuws van 15 Sept. jl. lazen we: Aardstralen schijnen in de Herv. School te Tubbergen een ongunstige invloed uit te oefenen. Een verzoek van het bestuur der school om gelden beschikbaar te stellen tot aanschaffing van Poverni afschermings apparaat, wordt door B. en W. afgewezen, omdat invulliging de normale eisen overschrijdt. xyxy=(306,498,555,588)
fragment-text: kleine b xyxy=(1497,1051,1534,1061)
column-divider xyxy=(999,227,1000,2154)
fragment-text: Stoff xyxy=(1497,853,1534,869)
tholen-news: Zondagsdienst artsen op 10 Oct. 1954 Voor de gemeenten Tholen, Poortvliet, Oud Vossemeer, Nieuw Vossemeer en St. Philipsland hebben Zondag dienst de heer L. D. A. Looysen, arts te Tholen tel. 49 en de heer R. C. Renes, arts te Oud Vossemeer, tel. 19. xyxy=(1005,1721,1240,1800)
fragment-text: Mide xyxy=(1497,767,1522,778)
paragraph: De varkenshandel was ook flink vertegenwoordigd, maar hier ontbrak het meestal aan kopers. Het wil niet best meer met de varkensmeesterij op Flakkee. Het houden van varkens in de dorpskommen is niet meer mogelijk en nog niet in alle dorpen is er voldoende gelegenheid voor het houden van een big of varken. Bovendien zien velen tegen de moeite op. De enigen, die hier goed garen bij spinnen zijn de slagers, wier omzetten aanzienlijk zijn gestegen. xyxy=(766,436,993,561)
church-section-text: Bedankt voor Waddinxveen: W. L. Tukker te Delft; Laymond: J. W. de Bruijn te Harderwijk, Ede: G. Boer te Gouda. Beroepen te Veen (N.Br.): H. K. van Wingerden te Kockengen. xyxy=(567,304,754,371)
next-page-koopje: Koopje xyxy=(1497,1406,1567,1429)
town-heading-tholen: THOLEN xyxy=(1099,1707,1147,1718)
next-page-westdijk-2: WESTDIJK xyxy=(1497,1367,1549,1376)
article-body-continued xyxy=(306,227,555,645)
paragraph: Niet alleen waren de aanwijzingen van verschillende wichelroedelopers uiteenlopend, maar de aanwijzingen van één wichelroedeloper bleken bij herhaald onderzoek in het geheel niet te kloppen. xyxy=(45,1308,294,1353)
fragment-text: Patersv xyxy=(1500,400,1535,410)
fragment-text: Nieuw xyxy=(1497,1120,1527,1131)
next-page-de-w: DE W xyxy=(1497,493,1578,529)
paragraph: Een terugblik werpend op deze bijna 40-jarig bestaande zaak, heeft deze zaak in de loop van de jaren grote veranderingen ondergaan. Begonnen in 1915 te Sommelsdijk, in het „gelegoed winkeltje" van Jansje Langejan op de Oostdijk te Sommelsdijk, ging mevr. Vis v. Heerst, die de zaak dreef, al spoedig over tot confectioneren in ondergoed. Twee jaar later kocht dit manufacturen en verhuisde men naar de overkant van de straat, waar nu het café van Troost is. Mevr. Vis van Heemst had daar ook een atelier, zelf ging ze met de auto veel klant in, om de mant te nemen en te passen. In 1927 werd een nieuwe zaak gebouwd aan het Zandpad (Holland-Zeeland) en werd het bedrijf ongezet in een Naaml. Vennootschap. xyxy=(306,1248,555,1418)
divider xyxy=(1005,1700,1240,1702)
paragraph: De belangstelling, die bij vele landbouwers bestaat voor aardstralen was oorzaak, dat in 1952 op verzoek van de Commissie voor Onderzoek van wichelroedeproblemen, ingesteld door de Koninklijke Nederlandse Akademie van Wetenschappen onder voorzitterschap van Prof. Dr. J. Clay en mede op initiatief van Ir. A. W. van de Plassche, voorzitter van de Landbouworganisatie voor Toegepast Natuurwetenschappelijk Onderzoek (T.N.O.), een werkgroep voor Landbouwkundig Onderzoek inzake het Wichelroedeprobleem is ingesteld. xyxy=(45,391,294,515)
ad-levertraan-text: Bescherm Uw gezondheid in het barre jaargetijde. xyxy=(777,1323,955,1345)
paragraph: De uitslagen waren: Afd. 1: P. Bakker—Kramer 2—0; D. Wolfert—v. Gulik 2—0; de Geus—v. Hoorn 0—2; Polder—Beyer 2—0. xyxy=(1005,227,1240,260)
fragment-text: D.V. pla xyxy=(1500,456,1535,466)
paragraph: Overal, echter, waar eenzelfde terrein of stal door meer dan één wichelroedeloper werd onderzocht, deed zich het verschijnsel voor, dat hun aanwijzingen geheel verschillend waren. Deze verschillen waren zo groot, dat het onmogelijk was de aanwijzingen als basis te gebruiken voor een goed opgezet onderzoek, naar de betekenis van aardstralen voor vee en gewas. xyxy=(45,1217,294,1308)
article-body-najaarsmarkt xyxy=(766,289,993,685)
paragraph: Laten wij hier tot de slachtoffers behoren. xyxy=(315,634,511,645)
fragment-text: tot laag xyxy=(1497,562,1532,573)
uienveiling-heading: Uienveiling van Vrijdag 8 Oct. 1954 xyxy=(766,977,953,989)
paragraph: Oorspronkelijk bestond de hoop, dat het mogelijk zou blijken binnen korte tijd een gefundeerd oordeel uit te spreken op grond van waarnemingen op bedrijven, waar bezwaar bij vee of gewas werden toegeschreven aan aardstralen, welke dan gewoonlijk met behulp van afschermapparaten werden bestreden. xyxy=(45,810,294,889)
fragment-text: Well xyxy=(1500,411,1520,421)
next-page-fragments xyxy=(1497,205,1591,482)
paragraph: Hierbij komt dan nog de belangrijke factor, dat de totale werkzaamheden in een korter tijdsbestek kunnen worden uitgevoerd. Ook dit geeft een kostenbesparing terwijl tevens het gebruik van de verkaveling in uitvoering en gereed stelt aanzienlijk zal gedaan worden. Dat geeft bij een winter zich een grotere terug de boeren. xyxy=(1253,1533,1474,1624)
section-heading-dammen: DAMMEN EN SCHAKEN xyxy=(1056,1272,1189,1284)
beroepingswerk-label: Beroepingswerk: xyxy=(567,273,657,285)
paragraph: Het ongeluk heeft plaats gevonden bij het station. Omdat er geen brand gemeld was, moest de brandweer weer terugkeren en een ieder ging tevreden zijns weegs. xyxy=(1005,1001,1240,1047)
paragraph: Een bekend Leiden geneeste huid: ondanks een wetenschappelijke bestrijding van dit geloof, en al heeft de wetenschap geen vertrouwen in de kracht, zal het begrip wel in stand blijven. xyxy=(306,589,555,634)
fragment-text: Voorstraat xyxy=(1497,1504,1545,1515)
paragraph: Huwelijksaangiften: Joh. Bakelaar 20 jaar en Leentje Melissant 18 jaar, Adr. G. Troost, 19 jaar en A. Bosveen 18 j xyxy=(1005,616,1240,650)
town-heading-dirksland: DIRKSLAND xyxy=(845,1623,914,1634)
zondagsdienst-artsen-illustration xyxy=(567,1671,754,1775)
paragraph: Het overige gebouw van de zaak werd de gelegenheid om de vele keuze te kunnen verschaffen. De vestiging van de modezaak te Middelharnis een uitbreiding van hun kapitaal is. xyxy=(306,1192,555,1237)
town-heading-st-philipsland: ST. PHILIPSLAND xyxy=(1314,446,1413,458)
fragment-text: PRECIS xyxy=(1497,681,1534,691)
middelharnis-news-body xyxy=(766,1013,993,1251)
zondagsdienst-blocks xyxy=(567,1818,754,2025)
town-heading-middelharnis-2: MIDDELHARNIS xyxy=(834,961,926,972)
paragraph: Dat deze heropening zijn vak kan het begin van een nieuw seizoen zal veel gegadigden trekken er een kijkje te nemen. Wij wensen de heren Vis van Heemst met deze specialistie veel succes. xyxy=(306,1566,555,1611)
next-page-fragments xyxy=(1497,529,1591,619)
goedereede-news: — Burg. Stand. Geboren: Elizabeth dv. A. v. d. Wende en D. Soeteman. xyxy=(1005,760,1240,782)
paragraph: 3e dat ten overvloede het overtuigend bewijs is geleverd van de waardeloosheid der onderzochte apparaten ter „verneutiging van agn. aardstralen of neutralisering van hun werking". xyxy=(306,294,555,339)
town-heading-stellendam: STELLENDAM xyxy=(1084,534,1162,545)
next-page-midd: MIDD xyxy=(1497,1378,1526,1388)
paragraph: De heren Vis van Heemst blijven een brede blik te hebben; nu reeds nemen zij het standpunt in van de toekomstige ontwikkeling van het Delta-plan, om, al wordt er dan een grandplakkelijke regelegenheid naar het vasteland geschapen, het publiek ter plaatse in het confectievak volledig te kunnen bedienen. xyxy=(306,1079,555,1157)
predikbeurt-entry: SCHERPENISSE Herv. Kerk 9.30 en 2.30 uur Ds — Ger. Gem. 9.30, 2 en 6 uur lezen. xyxy=(1253,1040,1474,1062)
ad-levertraan-text: alle soorten, en goed smakende preparaten: Sanostol, Sinatran, Tranel, Denkavitol, Vitaminer's. xyxy=(777,1286,981,1320)
paragraph: In de verslagen van de Kon. Ned. Akademie van Wetenschappen zijn enkele maanden geleden een tweetal rapporten gepubliceerd, die verdienen onder de aandacht van meer landbouwers te worden gebracht. Voor ons liggen het: „Rapport van de Commissie tot onderzoek van het wichelroede- en aardstralen probleem" en het „Beknopt overzicht van de resultaten van een onderzoek naar de betekenis van de wichelroede voor de landbouw," beide verschenen in 1954. Speciaal over dit laatste onderzoek willen we hier een en ander vertellen. xyxy=(45,628,294,753)
predikbeurt-entry: ST. MAARTENSDIJK Herv. Kerk 9.30 uur Ds de Bres en 2 uur Ds van Dijk (Oogstcollecte). — Oud Ger. Gem. 3 x lezen. — Oud Ger. Kerk 3 x lezen. xyxy=(1253,1096,1474,1142)
fragment-text: Nieuw ell xyxy=(1497,1086,1541,1096)
paragraph: Burgemeester Kleijnenberg was trots op de vereniging op een ruim van de plaats die de club in het hart van Ouddorp innemen. Door heer D. Sperling speelde tegen 22 borden, waarvan hij er der ten won. De heren L. Moerkerke, L. Koese, E. Tanis, P. Heerschap, H. Koese, J. van Koppen en Th. Tanis wisten naar remise te spelen. xyxy=(1005,1403,1240,1482)
paragraph: De wichelroedeloper mag bij zijn werk niet beïnvloed worden door wat hij waarneemt aan dier, stal, gewas, grond enz. dan wel door directe of indirecte mededelingen hieromtrent of door resultaten van vorig wichelroede onderzoek. Dit betekent, dat stallen vóór of na de stalbij dienen te worden onderzocht, bouwland in bewerkte toestand of desnoods op een moment, dat het gewas geen afwijkingen waarop het onderzoek betrekking heeft, vertoont. xyxy=(45,1070,294,1183)
church-section-heading: GEREF. GEMEENTEN xyxy=(602,430,720,441)
logo-lettering: DONDOM LANDBOUWSCHOOL xyxy=(73,232,266,244)
fragment-text: KOMM xyxy=(1500,287,1533,298)
fragment-text: en in de xyxy=(1500,298,1537,309)
paragraph: Na alle voorbereidingen staat het Diekhuis thans weer gereed voor de start van het winterwerk. xyxy=(766,836,993,870)
paragraph: In de herverkavelingsgebieden zijn er soms bezwaren tegen het oprumen van bijna oogsttijp gewassen. Dit is zeer begrijpelijk. Het is echter gebleken dat er bij grote werken door del werkzaamheden worden tussen de uitvoering in de winter en het voorjaar in de tijd met grote gunstigere zonnemaanden. xyxy=(1253,1341,1474,1420)
paragraph: Het grootste gedeelte van zijn dienstjaren heeft hij met paard en wagen gereden, aangezien hij ondanks de concurrentie, een zeer grote omzet had. Hoewel deze omzet door de intrede van electriciteit en butagas zeer sterk is teruggelopen moest, heeft hij de hoeveelheid van jaren her, toch heden wijze weten te handhaven door de levensstijl van sproeten. Hiervan is wel weinig te verwachten, dat hij vele jaren „als Hoofdbergroep" de welbekende zaak welke en eventueel achtergaan op het Vanaf dat onderwerp van op de Voorstraat gedreven heeft. xyxy=(1253,597,1474,744)
column-1 xyxy=(45,227,294,2154)
fragment-text: Dirkdo xyxy=(1500,433,1532,444)
paragraph: Maandagavond 25 October a.s. zal de Flakkeese competitie beginnen met de wedstrijd. Denk en Zet—Dirksland. xyxy=(1005,396,1240,430)
fragment-text: T xyxy=(1500,388,1507,399)
next-page-aanb: aanb xyxy=(1497,994,1554,1021)
fragment-text: ƒ 5,- xyxy=(1497,1493,1515,1503)
dam-results-continued xyxy=(1005,227,1240,431)
paragraph: Overleden: Paulus Teunis Slager, oud 86 jaar, echtg. van M. S. de Later; Pieternella Bastiaantje van Dongen, oud 50 jaar; Janneke Kreeft, oud 74 jaar, wed. van J. van der Vlugt. xyxy=(1005,570,1240,615)
paragraph: Er kan geen verband tussen bemesting van de grond en de uitslag van de wichelroede worden geconstateerd. Wel sloeg hij dat onderzoek de roede door als aan het gewas iets bijzonders was te zien. Aan het bestaan van aardstralen moet dus wel zeer worden getwijfeld, merkt de commissie nogal voorzichtig op. Hier een voorbeeld: Op een perceel, dat het vorige jaar een misgewas bieten had opgeleverd tengevolge van zeer bietenmoeheid door bietencystenaaltje, stond zeer goede wintertarwe zonder enige afwijking dan een paar gele gelegenheid tegen te doen. Bij de landbouwers legde plekjes slecht de wichelroede uit. xyxy=(45,1557,294,1704)
paragraph: Onder de titel: „een onderzoek, dat te denken geeft" wordt het onderzoek naar de prestaties van een bekend wichelroede loper vermeld. Deze onderzocht enige percelen met gewassen, welke zichtbaar door verschillende plagen waren aangetast. Er bleek een duidelijk verband te bestaan tussen de bezwaren en de uitslag van de wichelroede. Daarna werden percelen op aardstralen onderzocht, waarop vorige jaar ernstige kwalen waren voorgekomen en waar de wichelroede uitgeslag. xyxy=(45,1433,294,1557)
school-building-illustration xyxy=(46,228,293,345)
ad-motorpaleis-name: HET MOTORPALEIS xyxy=(578,1593,744,1612)
paragraph: 4e dat het gewenst is, dat de overheid het publiek bescherming biedt tegen de activiteit van fabrikanten van en handelaren in zgn. anti-aardstralen apparaten, zeker voor zover deze activiteit zich beweegt op geneeskundig gebied. xyxy=(306,339,555,396)
next-page-emaille: Emaille xyxy=(1497,1452,1576,1477)
fragment-text: Heden xyxy=(1500,208,1531,219)
paragraph: Het was dus nodig om proeven te nemen. Uit onderzoekingen, welke elders waren verricht, was reeds bekend geworden, dat hierbij bijzondere voorzorgen in acht genomen dienen te worden. Gesteld dit niet, dan mag aan de uitkomsten geen of weinig bewijskracht worden toegekend. xyxy=(45,1003,294,1070)
paragraph: De bezwaren hebben de volle aandacht van de Herverkavelingscommissie. Deze streeft naar een evenredige oplossing. xyxy=(1253,1783,1474,1817)
kerken-sections xyxy=(567,290,754,554)
fragment-text: Tel. 2670 xyxy=(1497,929,1567,945)
fragment-text: Nouv xyxy=(1497,891,1537,907)
divider xyxy=(1005,1267,1240,1268)
page-gutter xyxy=(1479,111,1491,2180)
ad-kurvinks-drogisterij xyxy=(1022,789,1223,844)
paragraph: De eerste najaarsmarkt te Sommelsdijk is niet onder bepaald gunstige weersomstandigheden gehouden. Maar toch was er een flinke belangstelling. De aanvoer van jongvee was groot en zelfs groter dan wij na de ramp gezien hebben. De Flakkeese veestapel is zich flink aan het herstellen. Merkwaardig hierbij is, dat de boeren steeds meer overgaan tot aanschaffen van roodbont vee, in plaats van zwartbont. Dat was op deze markt heel goed te zien. Tervijl vroeger het zwart overheerste bij de dieren was dat nu het bruinrood. Er was een matige handel in dit vee. xyxy=(766,289,993,436)
fragment-text: de meest xyxy=(1497,551,1539,561)
